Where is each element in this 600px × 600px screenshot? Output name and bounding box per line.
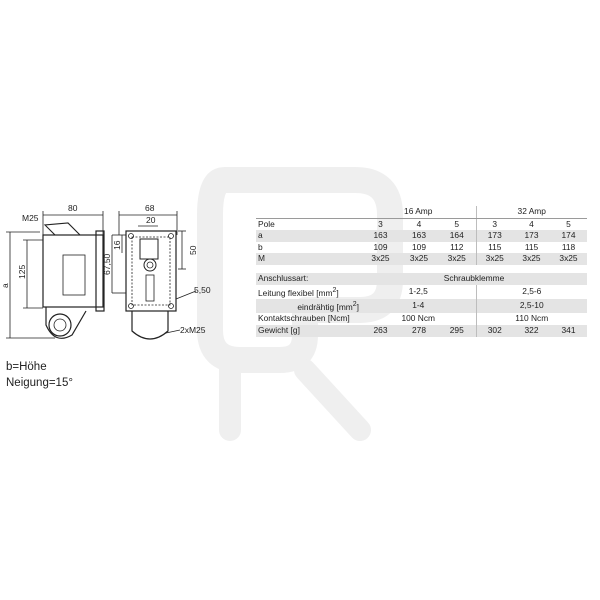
flex-label: Leitung flexibel [mm: [258, 287, 333, 298]
table-spacer: [256, 265, 587, 273]
table-group-header: [256, 206, 587, 218]
cell: 3x25: [550, 253, 587, 265]
label-diameter-5-50: 5,50: [194, 285, 211, 295]
label-diameter-20: 20: [146, 215, 156, 225]
label-height-67-50: 67,50: [102, 253, 112, 275]
drawing-notes: [6, 359, 73, 391]
cell: 2,5-10: [476, 299, 587, 313]
row-label: Anschlussart:: [256, 273, 361, 285]
label-2xm25: 2xM25: [180, 325, 206, 335]
cell: 2,5-6: [476, 285, 587, 299]
cell: 278: [400, 325, 438, 337]
table-row-b: [256, 242, 587, 254]
table-row-flex: [256, 285, 587, 299]
cell: 3: [476, 218, 513, 230]
cell: 3x25: [400, 253, 438, 265]
cell: 110 Ncm: [476, 313, 587, 325]
cell: 100 Ncm: [401, 313, 435, 324]
cell: 341: [550, 325, 587, 337]
spec-table: [256, 206, 587, 337]
cell: 302: [476, 325, 513, 337]
table-row-a: [256, 230, 587, 242]
note-tilt: Neigung=15°: [6, 377, 73, 389]
cell: 5: [454, 218, 460, 229]
cell: 115: [524, 241, 539, 252]
cell: 109: [412, 241, 426, 252]
row-label: [256, 285, 361, 299]
technical-drawing: [0, 195, 255, 355]
cell: 3x25: [476, 253, 513, 265]
row-label: Kontaktschrauben [Ncm]: [258, 313, 350, 324]
solid-sup: 2: [352, 300, 357, 308]
solid-label: eindrähtig [mm: [297, 301, 353, 312]
cell: 3: [378, 218, 383, 229]
connection-value: Schraubklemme: [361, 273, 587, 285]
flex-sup: 2: [332, 286, 337, 294]
table-row-connection: [256, 273, 587, 285]
row-label: b: [258, 241, 263, 252]
cell: 163: [361, 230, 400, 242]
label-a: a: [0, 283, 10, 288]
cell: 115: [476, 242, 513, 254]
cell: 3x25: [513, 253, 550, 265]
table-row-weight: [256, 325, 587, 337]
label-height-50: 50: [188, 245, 198, 255]
flex-end: ]: [336, 287, 339, 298]
cell: 174: [550, 230, 587, 242]
label-width-68: 68: [145, 203, 155, 213]
group-32-amp: 32 Amp: [476, 206, 587, 218]
cell: 118: [561, 241, 576, 252]
row-label: Pole: [258, 218, 275, 229]
row-label: M: [256, 253, 361, 265]
group-16-amp: 16 Amp: [361, 206, 476, 218]
cell: 173: [513, 230, 550, 242]
row-label: Gewicht [g]: [256, 325, 361, 337]
table-row-m: [256, 253, 587, 265]
note-b-height: b=Höhe: [6, 361, 47, 373]
cell: 4: [416, 218, 422, 229]
label-height-125: 125: [17, 264, 27, 279]
cell: 173: [476, 230, 513, 242]
solid-end: ]: [356, 301, 359, 312]
cell: 3x25: [361, 253, 400, 265]
label-height-16: 16: [112, 240, 122, 250]
cell: 163: [400, 230, 438, 242]
cell: 295: [438, 325, 476, 337]
cell: 3x25: [438, 253, 476, 265]
label-width-80: 80: [68, 203, 78, 213]
cell: 164: [438, 230, 476, 242]
label-m25: M25: [22, 213, 39, 223]
cell: 4: [529, 218, 534, 229]
cell: 109: [373, 241, 388, 252]
cell: 322: [513, 325, 550, 337]
cell: 1-2,5: [408, 285, 428, 296]
table-row-screws: [256, 313, 587, 325]
cell: 5: [566, 218, 571, 229]
table-row-solid: [256, 299, 587, 313]
row-label: [256, 299, 361, 313]
table-row-pole: [256, 218, 587, 230]
cell: 112: [450, 241, 464, 252]
cell: 263: [361, 325, 400, 337]
row-label: a: [256, 230, 361, 242]
cell: 1-4: [361, 299, 476, 313]
